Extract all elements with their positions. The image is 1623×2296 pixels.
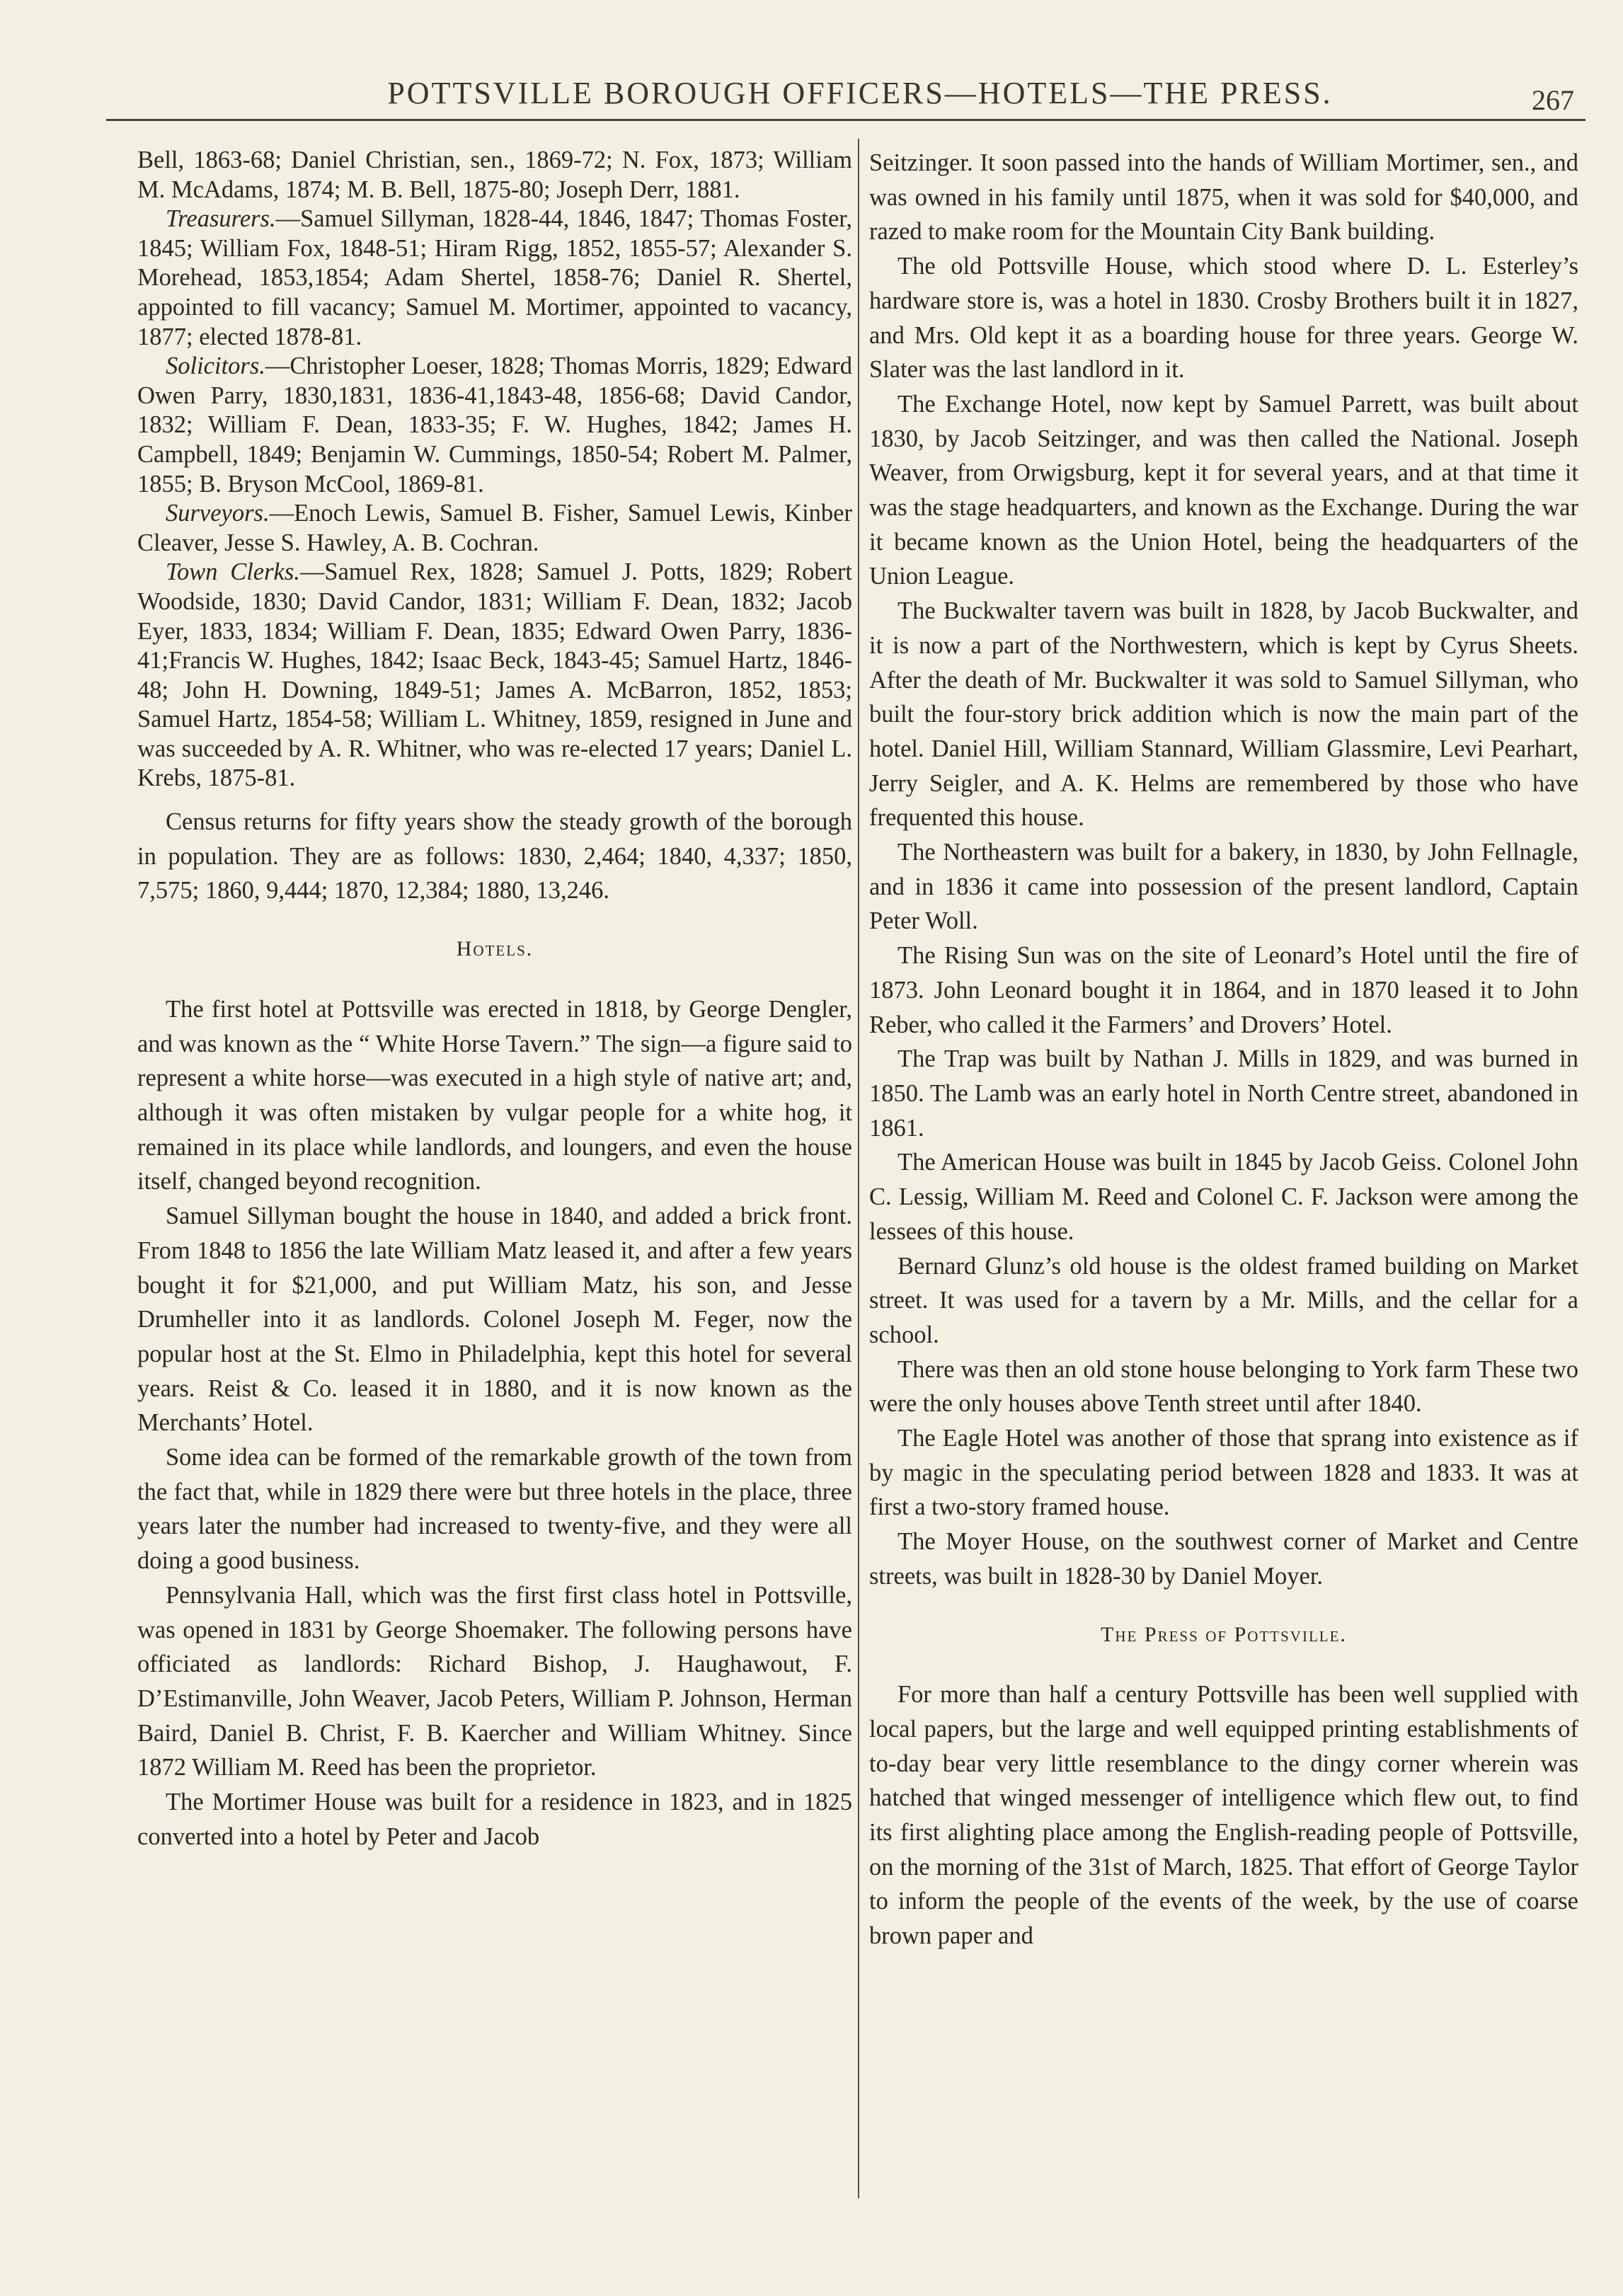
census-paragraph: Census returns for fifty years show the steady growth of the borough in population. They are as follows: 1830, 2,464; 1840, 4,337; 1850, 7,575; 1860, 9,444; 1870, 12,384; 1880, 13,246. [137, 808, 852, 905]
town-clerks-entry [137, 558, 852, 793]
buckwalter-tavern-paragraph: The Buckwalter tavern was built in 1828, by Jacob Buckwalter, and it is now a part of the Northwestern, which is kept by Cyrus Sheets. After the death of Mr. Buckwalter it was sold to Samuel Sillyman, who built the four-story brick addition which is now the main part of the hotel. Daniel Hill, William Stannard, William Glassmire, Levi Pearhart, Jerry Seigler, and A. K. Helms are remembered by those who have frequented this house. [869, 597, 1578, 832]
header-rule [106, 119, 1585, 121]
trap-paragraph: The Trap was built by Nathan J. Mills in 1829, and was burned in 1850. The Lamb was an early hotel in North Centre street, abandoned in 1861. [869, 1045, 1578, 1142]
page-number: 267 [1532, 84, 1574, 116]
mortimer-continued: Seitzinger. It soon passed into the hands of William Mortimer, sen., and was owned in his family until 1875, when it was sold for $40,000, and razed to make room for the Mountain City Bank building. [869, 149, 1578, 246]
hotels-paragraph-3: Some idea can be formed of the remarkable growth of the town from the fact that, while in 1829 there were but three hotels in the place, three years later the number had increased to twenty-five, and they were all doing a good business. [137, 1444, 852, 1575]
hotels-paragraph-5: The Mortimer House was built for a residence in 1823, and in 1825 converted into a hotel by Peter and Jacob [137, 1789, 852, 1850]
hotels-paragraph-2: Samuel Sillyman bought the house in 1840, and added a brick front. From 1848 to 1856 the late William Matz leased it, and after a few years bought it for $21,000, and put William Matz, his son, and Jesse Drumheller into it as landlords. Colonel Joseph M. Feger, now the popular host at the St. Elmo in Philadelphia, kept this hotel for several years. Reist & Co. leased it in 1880, and it is now known as the Merchants’ Hotel. [137, 1202, 852, 1437]
exchange-hotel-paragraph: The Exchange Hotel, now kept by Samuel Parrett, was built about 1830, by Jacob Seitzinger, and was then called the National. Joseph Weaver, from Orwigsburg, kept it for several years, and at that time it was the stage headquarters, and known as the Exchange. During the war it became known as the Union Hotel, being the headquarters of the Union League. [869, 390, 1578, 590]
town-clerks-text: —Samuel Rex, 1828; Samuel J. Potts, 1829; Robert Woodside, 1830; David Candor, 1831; William F. Dean, 1832; Jacob Eyer, 1833, 1834; William F. Dean, 1835; Edward Owen Parry, 1836-41;Francis W. Hughes, 1842; Isaac Beck, 1843-45; Samuel Hartz, 1846-48; John H. Downing, 1849-51; James A. McBarron, 1852, 1853; Samuel Hartz, 1854-58; William L. Whitney, 1859, resigned in June and was succeeded by A. R. Whitner, who was re-elected 17 years; Daniel L. Krebs, 1875-81. [137, 558, 852, 792]
hotels-paragraph-1: The first hotel at Pottsville was erected in 1818, by George Dengler, and was known as the “ White Horse Tavern.” The sign—a figure said to represent a white horse—was executed in a high style of native art; and, although it was often mistaken by vulgar people for a white hog, it remained in its place while landlords, and loungers, and even the house itself, changed beyond recognition. [137, 995, 852, 1195]
surveyors-text: —Enoch Lewis, Samuel B. Fisher, Samuel Lewis, Kinber Cleaver, Jesse S. Hawley, A. B. Cochran. [137, 500, 852, 556]
stone-house-paragraph: There was then an old stone house belonging to York farm These two were the only houses above Tenth street until after 1840. [869, 1355, 1578, 1418]
treasurers-label: Treasurers. [166, 205, 276, 233]
treasurers-entry [137, 205, 852, 352]
hotels-paragraph-4: Pennsylvania Hall, which was the first first class hotel in Pottsville, was opened in 1831 by George Shoemaker. The following persons have officiated as landlords: Richard Bishop, J. Haughawout, F. D’Estimanville, John Weaver, Jacob Peters, William P. Johnson, Herman Baird, Daniel B. Christ, F. B. Kaercher and William Whitney. Since 1872 William M. Reed has been the proprietor. [137, 1581, 852, 1781]
glunz-house-paragraph: Bernard Glunz’s old house is the oldest framed building on Market street. It was used for a tavern by a Mr. Mills, and the cellar for a school. [869, 1252, 1578, 1348]
right-column [869, 146, 1578, 1953]
pottsville-house-paragraph: The old Pottsville House, which stood where D. L. Esterley’s hardware store is, was a hotel in 1830. Crosby Brothers built it in 1827, and Mrs. Old kept it as a boarding house for three years. George W. Slater was the last landlord in it. [869, 253, 1578, 384]
page-header [127, 71, 1593, 120]
town-clerks-label: Town Clerks. [166, 558, 300, 586]
solicitors-entry [137, 352, 852, 499]
press-heading: The Press of Pottsville. [1101, 1622, 1347, 1646]
press-paragraph-1: For more than half a century Pottsville has been well supplied with local papers, but the large and well equipped printing establishments of to-day bear very little resemblance to the dingy corner wherein was hatched that winged messenger of intelligence which flew out, to find its first alighting place among the English-reading people of Pottsville, on the morning of the 31st of March, 1825. That effort of George Taylor to inform the people of the events of the week, by the use of coarse brown paper and [869, 1681, 1578, 1950]
column-divider [858, 139, 859, 2198]
american-house-paragraph: The American House was built in 1845 by Jacob Geiss. Colonel John C. Lessig, William M. Reed and Colonel C. F. Jackson were among the lessees of this house. [869, 1149, 1578, 1245]
northeastern-paragraph: The Northeastern was built for a bakery, in 1830, by John Fellnagle, and in 1836 it came into possession of the present landlord, Captain Peter Woll. [869, 839, 1578, 935]
surveyors-label: Surveyors. [166, 500, 270, 527]
rising-sun-paragraph: The Rising Sun was on the site of Leonard’s Hotel until the fire of 1873. John Leonard bought it in 1864, and in 1870 leased it to John Reber, who called it the Farmers’ and Drovers’ Hotel. [869, 942, 1578, 1038]
hotels-heading: Hotels. [456, 937, 534, 961]
moyer-house-paragraph: The Moyer House, on the southwest corner of Market and Centre streets, was built in 1828-30 by Daniel Moyer. [869, 1528, 1578, 1590]
officers-list [137, 146, 852, 793]
surveyors-entry [137, 499, 852, 558]
treasurers-text: —Samuel Sillyman, 1828-44, 1846, 1847; Thomas Foster, 1845; William Fox, 1848-51; Hiram Rigg, 1852, 1855-57; Alexander S. Morehead, 1853,1854; Adam Shertel, 1858-76; Daniel R. Shertel, appointed to fill vacancy; Samuel M. Mortimer, appointed to vacancy, 1877; elected 1878-81. [137, 205, 852, 350]
officers-continued: Bell, 1863-68; Daniel Christian, sen., 1869-72; N. Fox, 1873; William M. McAdams, 1874; M. B. Bell, 1875-80; Joseph Derr, 1881. [137, 147, 852, 203]
eagle-hotel-paragraph: The Eagle Hotel was another of those that sprang into existence as if by magic in the speculating period between 1828 and 1833. It was at first a two-story framed house. [869, 1425, 1578, 1521]
left-column [137, 146, 852, 1854]
solicitors-label: Solicitors. [166, 352, 265, 380]
solicitors-text: —Christopher Loeser, 1828; Thomas Morris, 1829; Edward Owen Parry, 1830,1831, 1836-41,1843-48, 1856-68; David Candor, 1832; William F. Dean, 1833-35; F. W. Hughes, 1842; James H. Campbell, 1849; Benjamin W. Cummings, 1850-54; Robert M. Palmer, 1855; B. Bryson McCool, 1869-81. [137, 352, 852, 498]
running-head: POTTSVILLE BOROUGH OFFICERS—HOTELS—THE PRESS. [387, 76, 1333, 110]
